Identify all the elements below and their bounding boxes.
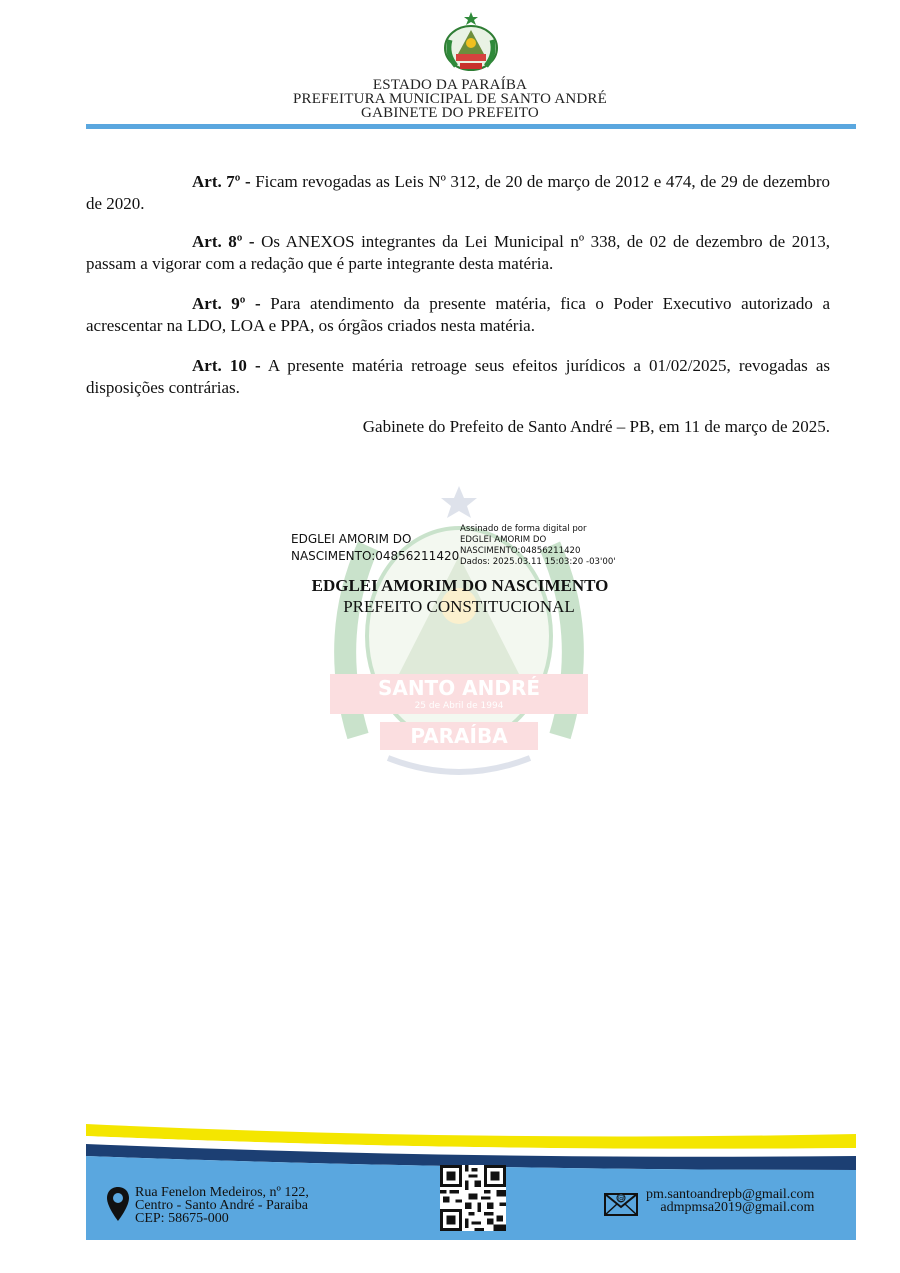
article-8 (86, 231, 830, 275)
sig-note-line4: Dados: 2025.03.11 15:03:20 -03'00' (460, 557, 616, 567)
place-date: Gabinete do Prefeito de Santo André – PB, em 11 de março de 2025. (362, 417, 830, 436)
digital-signature-note (460, 524, 616, 568)
article-text: Ficam revogadas as Leis Nº 312, de 20 de março de 2012 e 474, de 29 de dezembro de 2020. (86, 172, 830, 213)
address-line2: Centro - Santo André - Paraiba (135, 1198, 309, 1213)
article-text: Os ANEXOS integrantes da Lei Municipal nº 338, de 02 de dezembro de 2013, passam a vigorar com a redação que é parte integrante desta matéria. (86, 232, 830, 273)
svg-text:@: @ (617, 1194, 625, 1203)
sig-name-line2: NASCIMENTO:04856211420 (291, 549, 460, 563)
watermark-state: PARAÍBA (410, 724, 508, 748)
article-text: Para atendimento da presente matéria, fica o Poder Executivo autorizado a acrescentar na LDO, LOA e PPA, os órgãos criados nesta matéria. (86, 294, 830, 335)
article-7 (86, 171, 830, 215)
location-pin-icon (106, 1186, 130, 1222)
article-label: Art. 9º - (192, 294, 261, 313)
sig-name-line1: EDGLEI AMORIM DO (291, 532, 412, 546)
header-office: GABINETE DO PREFEITO (361, 105, 539, 121)
footer-address (135, 1186, 309, 1225)
sig-note-line1: Assinado de forma digital por (460, 524, 587, 534)
footer-emails (646, 1188, 814, 1214)
article-label: Art. 7º - (192, 172, 251, 191)
article-label: Art. 10 - (192, 356, 261, 375)
header-divider (86, 124, 856, 129)
signer-role: PREFEITO CONSTITUCIONAL (343, 597, 575, 616)
header-state: ESTADO DA PARAÍBA (372, 77, 528, 93)
address-line1: Rua Fenelon Medeiros, nº 122, (135, 1185, 309, 1200)
watermark-founded: 25 de Abril de 1994 (414, 701, 504, 711)
signer-name: EDGLEI AMORIM DO NASCIMENTO (311, 576, 609, 595)
qr-code-icon (440, 1165, 506, 1231)
article-label: Art. 8º - (192, 232, 255, 251)
digital-signature-name (291, 531, 459, 565)
article-9 (86, 293, 830, 337)
watermark-city: SANTO ANDRÉ (377, 676, 541, 700)
sig-note-line2: EDGLEI AMORIM DO (460, 535, 547, 545)
address-line3: CEP: 58675-000 (135, 1211, 229, 1226)
email-icon (604, 1190, 638, 1216)
email-primary: pm.santoandrepb@gmail.com (646, 1187, 815, 1202)
header-prefecture: PREFEITURA MUNICIPAL DE SANTO ANDRÉ (293, 91, 607, 107)
sig-note-line3: NASCIMENTO:04856211420 (460, 546, 581, 556)
email-secondary: admpmsa2019@gmail.com (660, 1200, 815, 1215)
crest-icon (438, 10, 504, 76)
article-text: A presente matéria retroage seus efeitos jurídicos a 01/02/2025, revogadas as disposições contrárias. (86, 356, 831, 397)
article-10 (86, 355, 830, 399)
